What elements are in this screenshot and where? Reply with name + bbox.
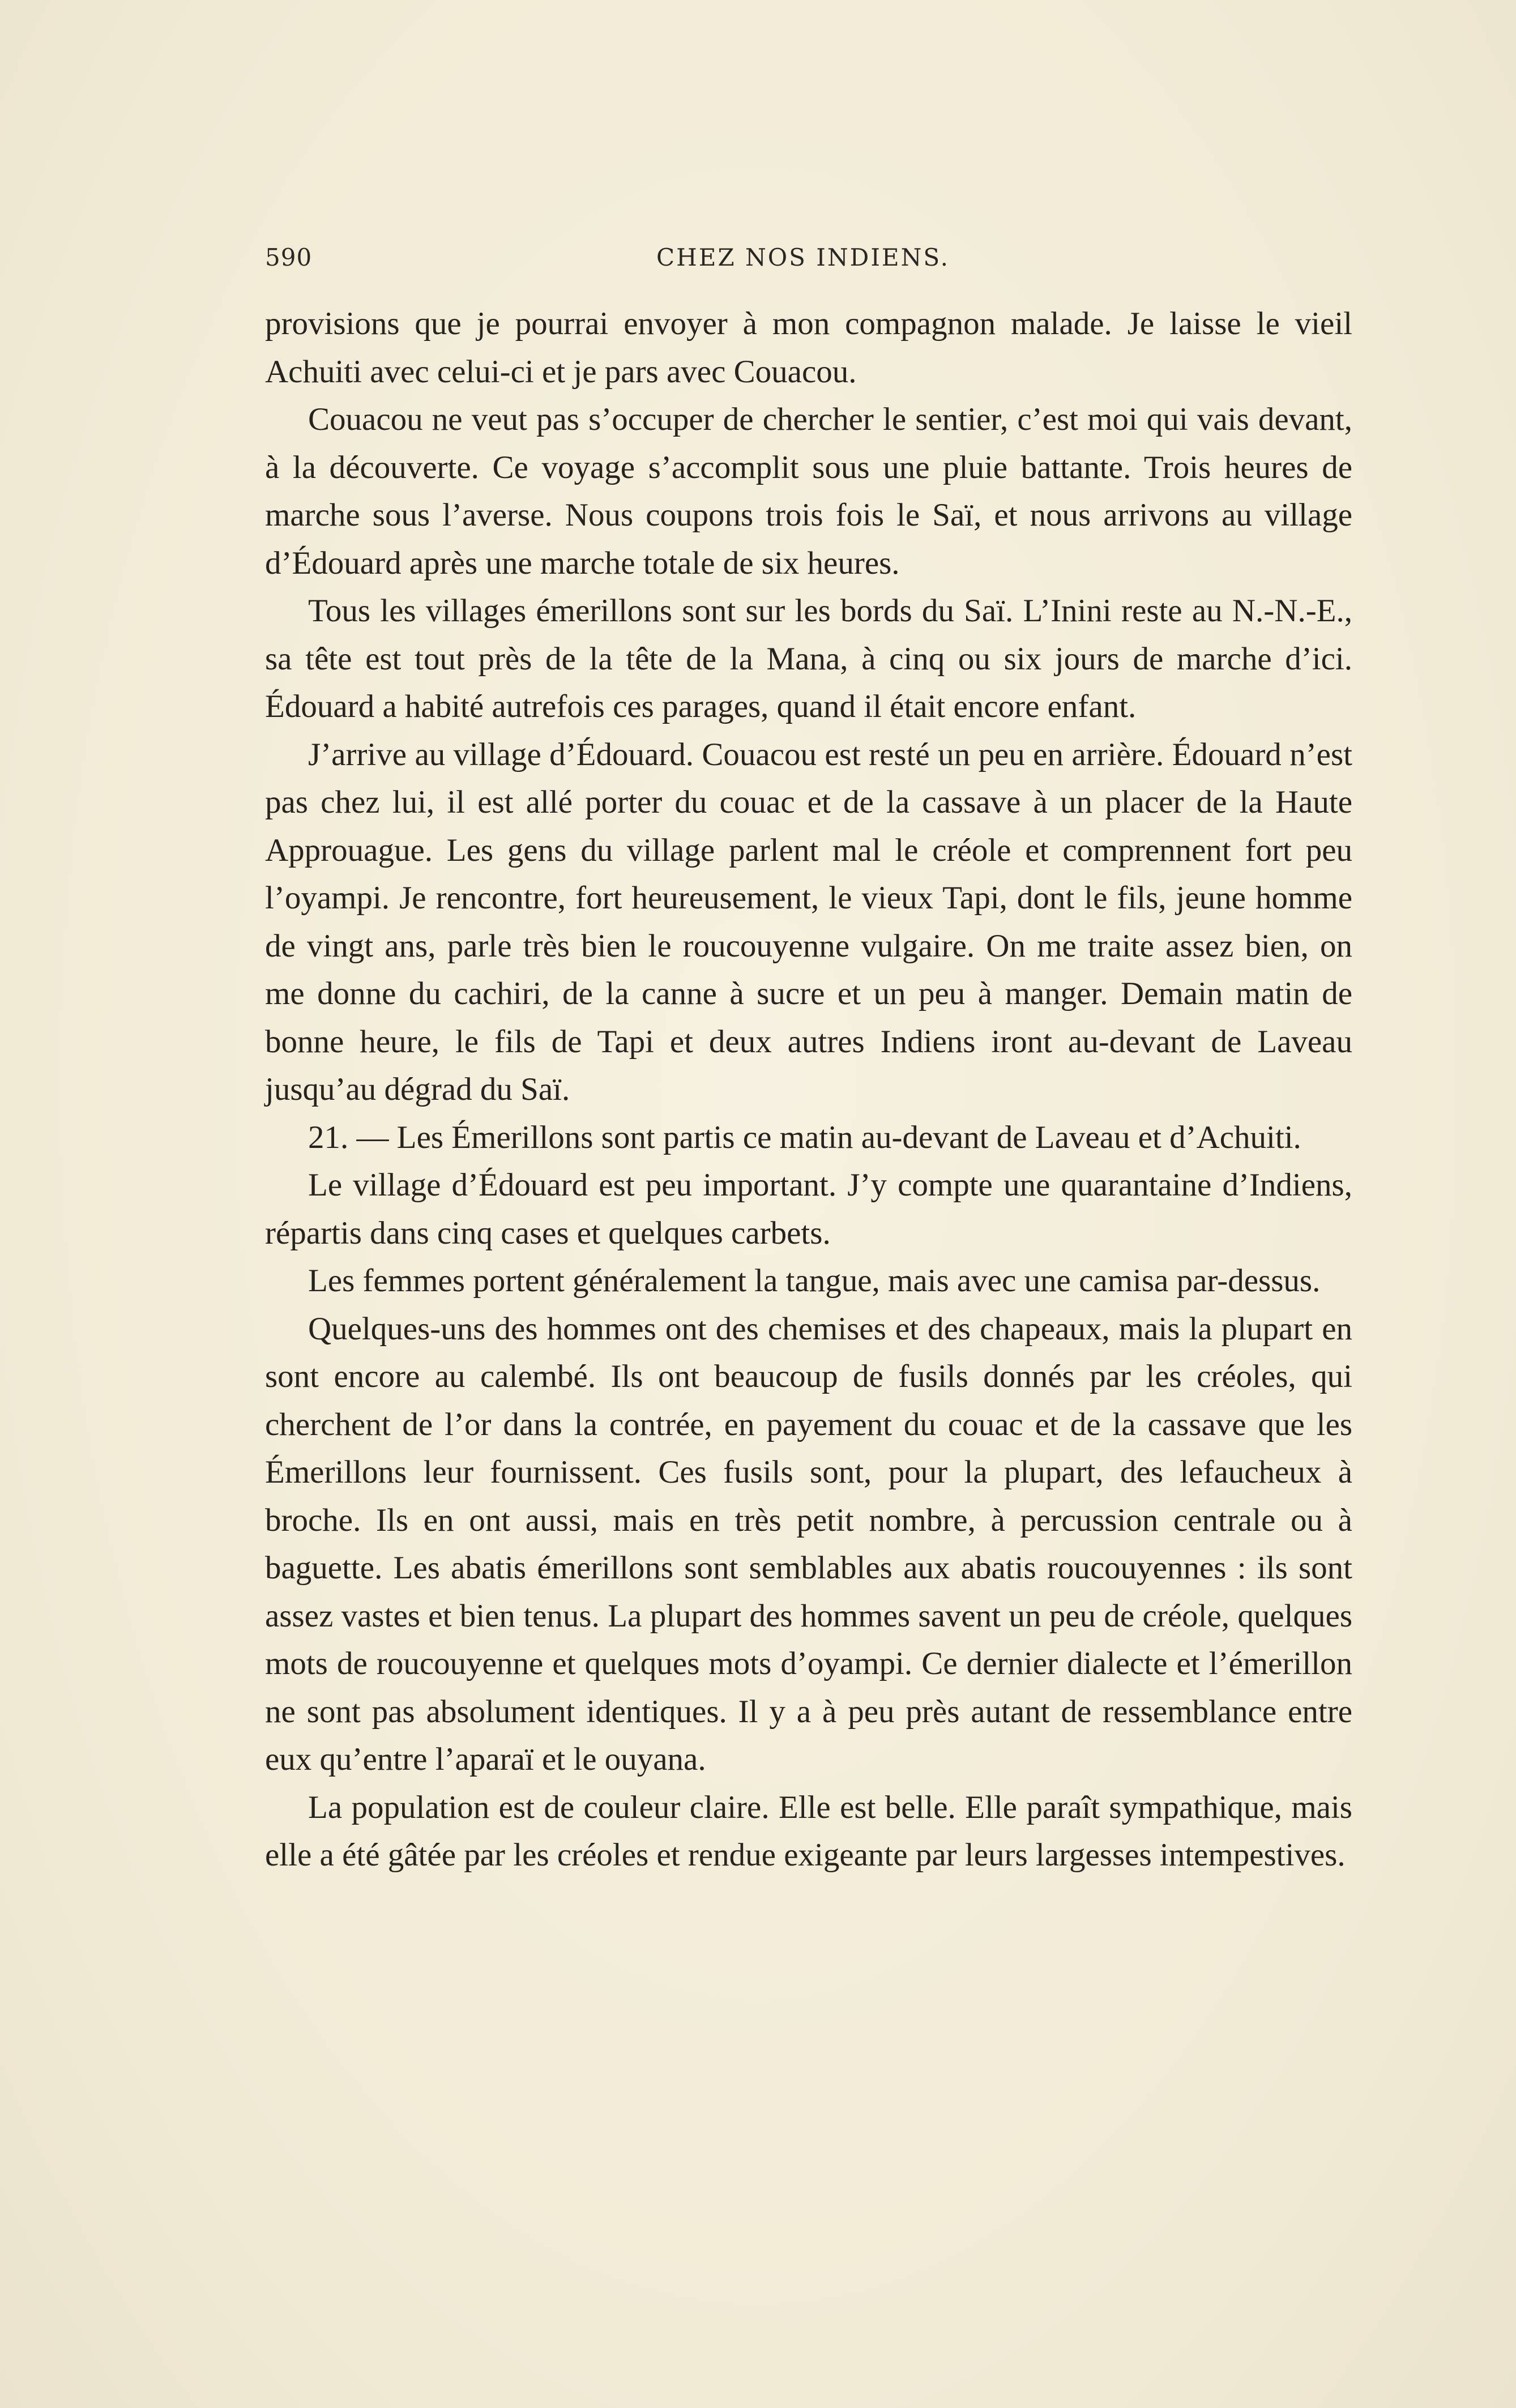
page-number: 590 xyxy=(265,244,313,271)
paragraph: Quelques-uns des hommes ont des chemises et des chapeaux, mais la plupart en sont encore au calembé. Ils ont beaucoup de fusils donnés par les créoles, qui cherchent de l’or dans la contrée, en payement du couac et de la cassave que les Émerillons leur fournissent. Ces fusils sont, pour la plupart, des lefaucheux à broche. Ils en ont aussi, mais en très petit nombre, à percussion centrale ou à baguette. Les abatis émerillons sont semblables aux abatis roucouyennes : ils sont assez vastes et bien tenus. La plupart des hommes savent un peu de créole, quelques mots de roucouyenne et quelques mots d’oyampi. Ce dernier dialecte et l’émerillon ne sont pas absolument identiques. Il y a à peu près autant de ressemblance entre eux qu’entre l’aparaï et le ouyana. xyxy=(265,1310,1352,1777)
paragraph: provisions que je pourrai envoyer à mon compagnon malade. Je laisse le vieil Achuiti avec celui-ci et je pars avec Couacou. xyxy=(265,306,1352,390)
paragraph: J’arrive au village d’Édouard. Couacou est resté un peu en arrière. Édouard n’est pas chez lui, il est allé porter du couac et de la cassave à un placer de la Haute Approuague. Les gens du village parlent mal le créole et comprennent fort peu l’oyampi. Je rencontre, fort heureusement, le vieux Tapi, dont le fils, jeune homme de vingt ans, parle très bien le roucouyenne vulgaire. On me traite assez bien, on me donne du cachiri, de la canne à sucre et un peu à manger. Demain matin de bonne heure, le fils de Tapi et deux autres Indiens iront au-devant de Laveau jusqu’au dégrad du Saï. xyxy=(265,736,1352,1107)
page-header xyxy=(265,244,1341,277)
paragraph: Le village d’Édouard est peu important. J’y compte une quarantaine d’Indiens, répartis dans cinq cases et quelques carbets. xyxy=(265,1167,1352,1251)
paragraph: La population est de couleur claire. Elle est belle. Elle paraît sympathique, mais elle a été gâtée par les créoles et rendue exigeante par leurs largesses intempestives. xyxy=(265,1789,1352,1873)
paragraph: Les femmes portent généralement la tangue, mais avec une camisa par-dessus. xyxy=(308,1263,1321,1299)
paragraph: Tous les villages émerillons sont sur les bords du Saï. L’Inini reste au N.-N.-E., sa tête est tout près de la tête de la Mana, à cinq ou six jours de marche d’ici. Édouard a habité autrefois ces parages, quand il était encore enfant. xyxy=(265,593,1352,724)
running-head: CHEZ NOS INDIENS. xyxy=(656,244,950,271)
paragraph: 21. — Les Émerillons sont partis ce matin au-devant de Laveau et d’Achuiti. xyxy=(308,1119,1301,1155)
body-text xyxy=(265,300,1352,1880)
paragraph: Couacou ne veut pas s’occuper de chercher le sentier, c’est moi qui vais devant, à la découverte. Ce voyage s’accomplit sous une pluie battante. Trois heures de marche sous l’averse. Nous coupons trois fois le Saï, et nous arrivons au village d’Édouard après une marche totale de six heures. xyxy=(265,402,1352,581)
